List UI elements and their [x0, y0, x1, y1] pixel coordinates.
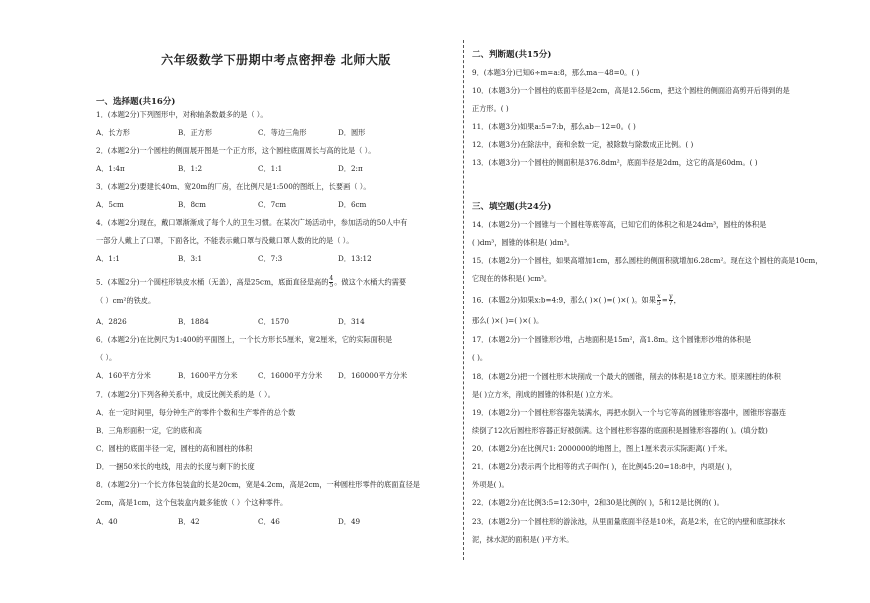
- question-23-line-2: 泥，抹水泥的面积是( )平方米。: [472, 535, 574, 544]
- option-b: B．42: [178, 517, 200, 526]
- option-d: D．314: [338, 317, 365, 326]
- option-c: C．等边三角形: [258, 128, 307, 137]
- option-a: A．40: [96, 517, 118, 526]
- fraction-four-fifths: [329, 276, 333, 289]
- question-21-line-1: 21．(本题2分)表示两个比相等的式子叫作( )，在比例45:20=18:8中，内项是( )，: [472, 462, 737, 471]
- option-c: C．1570: [258, 317, 289, 326]
- option-d: D．13:12: [338, 254, 372, 263]
- question-10-line-1: 10．(本题3分)一个圆柱的底面半径是2cm，高是12.56cm，把这个圆柱的侧面沿高剪开后得到的是: [472, 86, 790, 95]
- option-c: C．16000平方分米: [258, 371, 323, 380]
- option-d: D．160000平方分米: [338, 371, 408, 380]
- option-b: B．1:2: [178, 164, 203, 173]
- option-b: B．3:1: [178, 254, 203, 263]
- column-divider: [463, 40, 464, 560]
- section-choice-heading: 一、选择题(共16分): [96, 97, 176, 107]
- question-18-line-2: 是( )立方米，削成的圆锥的体积是( )立方米。: [472, 390, 618, 399]
- question-23-line-1: 23．(本题2分)一个圆柱形的游泳池，从里面量底面半径是10米，高是2米，在它的内壁和底部抹水: [472, 517, 786, 526]
- question-7-option-d: D．一捆50米长的电线，用去的长度与剩下的长度: [96, 462, 255, 471]
- fraction-x-over-5: [657, 294, 661, 307]
- question-16-text: 16．(本题2分)如果x:b=4:9，那么( )×( )=( )×( )。如果: [472, 295, 656, 305]
- fraction-denominator: 5: [329, 282, 334, 289]
- fraction-denominator: 5: [656, 300, 661, 307]
- question-21-line-2: 外项是( )。: [472, 480, 509, 489]
- question-5-text: 5．(本题2分)一个圆柱形铁皮水桶（无盖），高是25cm，底面直径是高的: [96, 277, 329, 287]
- question-2: 2．(本题2分)一个圆柱的侧面展开图是一个正方形，这个圆柱底面周长与高的比是（ ）。: [96, 146, 376, 155]
- question-5-text-tail: 。做这个水桶大约需要: [334, 277, 407, 287]
- option-b: B．1600平方分米: [178, 371, 238, 380]
- question-19-line-1: 19．(本题2分)一个圆柱形容器先装满水，再把水倒入一个与它等高的圆锥形容器中，圆锥形容器连: [472, 408, 787, 417]
- question-14-line-1: 14．(本题2分)一个圆锥与一个圆柱等底等高，已知它们的体积之和是24dm³，圆柱的体积是: [472, 220, 767, 229]
- fraction-y-over-7: [669, 294, 673, 307]
- page-title: 六年级数学下册期中考点密押卷 北师大版: [161, 53, 391, 67]
- question-7-option-b: B．三角形面积一定，它的底和高: [96, 426, 202, 435]
- question-16-comma: ，: [673, 295, 681, 305]
- option-c: C．7:3: [258, 254, 283, 263]
- option-a: A．1:1: [96, 254, 120, 263]
- fraction-numerator: y: [668, 293, 673, 300]
- question-17-line-2: ( )。: [472, 353, 488, 362]
- option-a: A．长方形: [96, 128, 130, 137]
- question-10-line-2: 正方形。( ): [472, 104, 509, 113]
- question-7-option-a: A．在一定时间里，每分钟生产的零件个数和生产零件的总个数: [96, 408, 296, 417]
- question-13: 13．(本题3分)一个圆柱的侧面积是376.8dm²，底面半径是2dm，这它的高是60dm。( ): [472, 158, 758, 167]
- question-5-line-1: [96, 276, 406, 289]
- option-c: C．46: [258, 517, 280, 526]
- option-d: D．6cm: [338, 200, 367, 209]
- option-b: B．正方形: [178, 128, 213, 137]
- question-5-line-2: （ ）cm²的铁皮。: [96, 296, 156, 305]
- question-7-option-c: C．圆柱的底面半径一定，圆柱的高和圆柱的体积: [96, 444, 253, 453]
- question-14-line-2: ( )dm³，圆锥的体积是( )dm³。: [472, 238, 574, 247]
- question-6-line-2: （ ）。: [96, 353, 117, 362]
- question-15-line-2: 它现在的体积是( )cm³。: [472, 274, 552, 283]
- question-19-line-2: 续倒了12次后圆柱形容器正好被倒满。这个圆柱形容器的底面积是圆锥形容器的( )。(填分数): [472, 426, 768, 435]
- option-d: D．49: [338, 517, 361, 526]
- section-fill-heading: 三、填空题(共24分): [472, 202, 552, 212]
- option-a: A．5cm: [96, 200, 124, 209]
- option-b: B．1884: [178, 317, 209, 326]
- option-d: D．圆形: [338, 128, 366, 137]
- option-c: C．1:1: [258, 164, 283, 173]
- question-4-line-1: 4．(本题2分)现在，戴口罩渐渐成了每个人的卫生习惯。在某次广场活动中，参加活动的50人中有: [96, 218, 408, 227]
- question-7: 7．(本题2分)下列各种关系中，成反比例关系的是（ ）。: [96, 390, 275, 399]
- question-4-line-2: 一部分人戴上了口罩，下面各比，不能表示戴口罩与没戴口罩人数的比的是（ ）。: [96, 236, 354, 245]
- fraction-numerator: 4: [329, 275, 334, 282]
- option-a: A．2826: [96, 317, 127, 326]
- question-8-line-2: 2cm，高是1cm，这个包装盒内最多能放（ ）个这种零件。: [96, 498, 288, 507]
- option-c: C．7cm: [258, 200, 287, 209]
- equals-sign: =: [661, 295, 668, 305]
- question-22: 22．(本题2分)在比例3:5=12:30中，2和30是比例的( )，5和12是比例的( )。: [472, 498, 724, 507]
- option-a: A．1:4π: [96, 164, 125, 173]
- option-a: A．160平方分米: [96, 371, 151, 380]
- question-1: 1．(本题2分)下列图形中，对称轴条数最多的是（ ）。: [96, 110, 268, 119]
- section-judge-heading: 二、判断题(共15分): [472, 50, 552, 60]
- question-20: 20．(本题2分)在比例尺1: 2000000的地图上，图上1厘米表示实际距离( )千米。: [472, 444, 732, 453]
- question-6-line-1: 6．(本题2分)在比例尺为1:400的平面图上，一个长方形长5厘米，宽2厘米，它的实际面积是: [96, 335, 393, 344]
- question-15-line-1: 15．(本题2分)一个圆柱，如果高增加1cm，那么圆柱的侧面积就增加6.28cm²。现在这个圆柱的高是10cm，: [472, 256, 823, 265]
- question-16-line-1: [472, 294, 681, 307]
- question-11: 11．(本题3分)如果a:5=7:b，那么ab－12=0。( ): [472, 122, 636, 131]
- fraction-numerator: x: [657, 293, 661, 300]
- question-9: 9．(本题3分)已知6÷m=a:8，那么ma－48=0。( ): [472, 68, 640, 77]
- question-12: 12．(本题3分)在除法中，商和余数一定，被除数与除数成正比例。( ): [472, 140, 694, 149]
- option-d: D．2:π: [338, 164, 363, 173]
- question-18-line-1: 18．(本题2分)把一个圆柱形木块削成一个最大的圆锥，削去的体积是18立方米。原来圆柱的体积: [472, 372, 781, 381]
- question-17-line-1: 17．(本题2分)一个圆锥形沙堆，占地面积是15m²，高1.8m。这个圆锥形沙堆的体积是: [472, 335, 752, 344]
- question-16-line-2: 那么( )×( )=( )×( )。: [472, 316, 544, 325]
- fraction-denominator: 7: [668, 300, 673, 307]
- question-8-line-1: 8．(本题2分)一个长方体包装盒的长是20cm，宽是4.2cm，高是2cm，一种圆柱形零件的底面直径是: [96, 480, 420, 489]
- option-b: B．8cm: [178, 200, 206, 209]
- question-3: 3．(本题2分)要建长40m、宽20m的厂房，在比例尺是1:500的图纸上，长要画（ ）。: [96, 182, 371, 191]
